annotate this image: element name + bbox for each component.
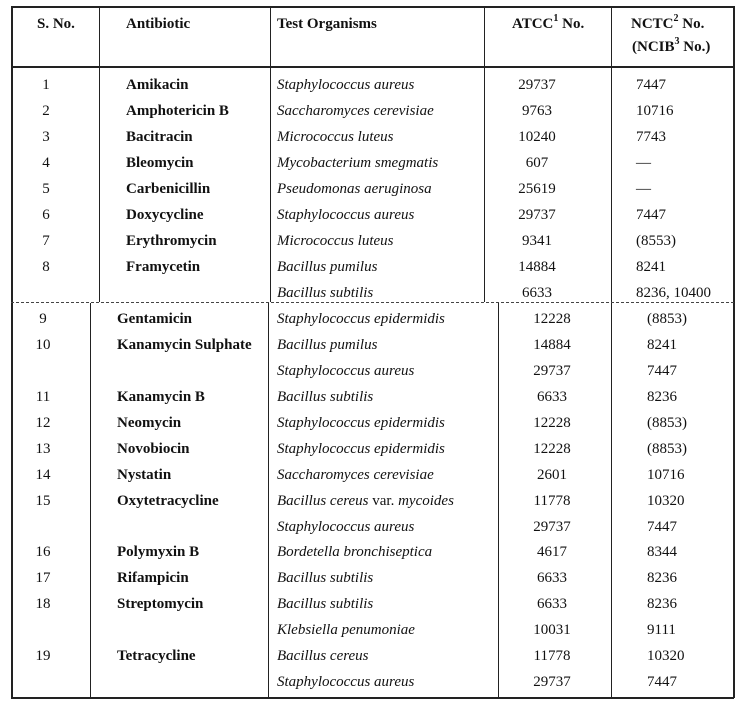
row-sno: 16 [35,544,51,560]
row-sno: 8 [42,259,50,275]
row-sno: 14 [35,467,51,483]
table-top-border [11,6,734,8]
header-ncib-footnote: 3 [674,36,680,47]
row-test-organism [277,595,373,613]
row-nctc-number: 8236, 10400 [636,285,711,301]
row-antibiotic: Nystatin [117,467,172,483]
col-divider-1-upper [99,6,100,302]
header-ncib-text: (NCIB [632,39,675,55]
row-atcc-number: 29737 [533,363,571,379]
col-divider-4-lower [611,303,612,698]
organism-name: Bacillus pumilus [277,259,378,275]
row-nctc-number: 7743 [636,129,666,145]
row-test-organism [277,569,373,587]
row-atcc-number: 11778 [533,648,571,664]
organism-name: Staphylococcus epidermidis [277,441,445,457]
organism-name: Bacillus pumilus [277,337,378,353]
organism-name: Bacillus subtilis [277,570,374,586]
row-nctc-number: 7447 [647,363,677,379]
row-nctc-number: 7447 [647,519,677,535]
row-atcc-number: 29737 [533,674,571,690]
row-test-organism [277,76,414,94]
page-break-separator [11,302,734,303]
row-antibiotic: Kanamycin Sulphate [117,337,252,353]
row-atcc-number: 2601 [537,467,567,483]
organism-name: Bacillus subtilis [277,596,374,612]
row-nctc-number: (8853) [647,441,687,457]
row-sno: 3 [42,129,50,145]
row-nctc-number: 10320 [647,648,685,664]
row-nctc-number: 7447 [636,77,666,93]
col-divider-1-lower [90,303,91,698]
row-antibiotic: Rifampicin [117,570,189,586]
organism-name: Bacillus subtilis [277,389,374,405]
header-nctc-text: NCTC [631,16,674,32]
row-atcc-number: 29737 [518,77,556,93]
row-antibiotic: Bleomycin [126,155,194,171]
row-nctc-number: 10716 [636,103,674,119]
organism-variety: mycoides [398,493,454,509]
organism-name: Staphylococcus aureus [277,207,415,223]
row-nctc-number: 8236 [647,596,677,612]
row-sno: 18 [35,596,51,612]
row-nctc-number: (8853) [647,311,687,327]
row-atcc-number: 10240 [518,129,556,145]
table-bottom-border [11,697,734,699]
header-bottom-border [11,66,734,68]
row-atcc-number: 12228 [533,415,571,431]
row-test-organism [277,388,373,406]
row-test-organism [277,647,369,665]
row-antibiotic: Amikacin [126,77,189,93]
row-antibiotic: Neomycin [117,415,182,431]
row-test-organism [277,310,445,328]
row-sno: 4 [42,155,50,171]
header-antibiotic: Antibiotic [126,16,191,32]
row-test-organism [277,466,434,484]
row-atcc-number: 10031 [533,622,571,638]
header-atcc-suffix: No. [558,16,585,32]
row-nctc-number: 9111 [647,622,676,638]
row-sno: 7 [42,233,50,249]
row-nctc-number: 10320 [647,493,685,509]
row-sno: 10 [35,337,51,353]
row-sno: 19 [35,648,51,664]
row-test-organism [277,621,415,639]
header-nctc [631,15,704,33]
col-divider-3-upper [484,6,485,302]
organism-name: Staphylococcus aureus [277,363,415,379]
row-atcc-number: 14884 [533,337,571,353]
row-nctc-number: 8241 [647,337,677,353]
organism-name: Staphylococcus aureus [277,77,415,93]
row-test-organism [277,102,434,120]
row-antibiotic: Framycetin [126,259,201,275]
header-nctc-footnote: 2 [673,13,679,24]
row-sno: 13 [35,441,51,457]
row-atcc-number: 607 [525,155,549,171]
row-test-organism [277,673,414,691]
organism-name: Staphylococcus epidermidis [277,415,445,431]
row-atcc-number: 14884 [518,259,556,275]
row-nctc-number: (8553) [636,233,676,249]
organism-name: Staphylococcus epidermidis [277,311,445,327]
row-antibiotic: Doxycycline [126,207,204,223]
header-atcc-text: ATCC [512,16,554,32]
row-nctc-number: 8344 [647,544,677,560]
row-sno: 11 [35,389,51,405]
row-antibiotic: Carbenicillin [126,181,211,197]
col-divider-3-lower [498,303,499,698]
row-atcc-number: 12228 [533,311,571,327]
organism-name: Saccharomyces cerevisiae [277,467,434,483]
row-sno: 6 [42,207,50,223]
row-test-organism [277,336,377,354]
header-atcc [512,15,584,33]
row-test-organism [277,414,445,432]
row-nctc-number: 8241 [636,259,666,275]
row-test-organism [277,492,454,510]
organism-name: Bacillus cereus [277,648,369,664]
row-atcc-number: 4617 [537,544,567,560]
row-antibiotic: Tetracycline [117,648,196,664]
col-divider-2-lower [268,303,269,698]
organism-name: Klebsiella penumoniae [277,622,415,638]
row-atcc-number: 29737 [533,519,571,535]
organism-name: Pseudomonas aeruginosa [277,181,432,197]
row-test-organism [277,258,377,276]
row-nctc-number: 7447 [636,207,666,223]
row-test-organism [277,180,432,198]
organism-name: Bacillus cereus [277,493,369,509]
row-antibiotic: Erythromycin [126,233,217,249]
organism-variety-marker: var. [368,493,399,509]
header-ncib [632,38,710,56]
row-sno: 1 [42,77,50,93]
row-atcc-number: 9341 [522,233,552,249]
row-nctc-number: 10716 [647,467,685,483]
organism-name: Mycobacterium smegmatis [277,155,439,171]
row-test-organism [277,206,414,224]
row-sno: 9 [39,311,47,327]
organism-name: Bordetella bronchiseptica [277,544,433,560]
row-atcc-number: 11778 [533,493,571,509]
row-nctc-number: 8236 [647,570,677,586]
row-test-organism [277,284,373,302]
organism-name: Micrococcus luteus [277,129,394,145]
row-atcc-number: 6633 [522,285,552,301]
header-ncib-suffix: No.) [679,39,711,55]
row-nctc-number: — [636,181,651,197]
table-right-border [733,6,735,698]
organism-name: Saccharomyces cerevisiae [277,103,434,119]
row-antibiotic: Amphotericin B [126,103,229,119]
row-sno: 5 [42,181,50,197]
row-antibiotic: Novobiocin [117,441,190,457]
row-atcc-number: 6633 [537,596,567,612]
row-sno: 12 [35,415,51,431]
row-antibiotic: Oxytetracycline [117,493,219,509]
row-nctc-number: — [636,155,651,171]
row-antibiotic: Polymyxin B [117,544,200,560]
row-test-organism [277,440,445,458]
row-atcc-number: 9763 [522,103,552,119]
row-antibiotic: Gentamicin [117,311,192,327]
row-antibiotic: Streptomycin [117,596,204,612]
row-atcc-number: 12228 [533,441,571,457]
row-nctc-number: (8853) [647,415,687,431]
row-atcc-number: 25619 [518,181,556,197]
row-sno: 17 [35,570,51,586]
row-sno: 2 [42,103,50,119]
organism-name: Staphylococcus aureus [277,519,415,535]
row-test-organism [277,232,394,250]
row-test-organism [277,543,432,561]
row-nctc-number: 7447 [647,674,677,690]
row-test-organism [277,128,394,146]
row-test-organism [277,518,414,536]
organism-name: Bacillus subtilis [277,285,374,301]
row-atcc-number: 6633 [537,570,567,586]
header-sno: S. No. [37,16,75,32]
row-atcc-number: 6633 [537,389,567,405]
header-test-organisms: Test Organisms [277,16,377,32]
col-divider-2-upper [270,6,271,302]
row-test-organism [277,362,414,380]
header-atcc-footnote: 1 [553,13,559,24]
row-antibiotic: Bacitracin [126,129,193,145]
organism-name: Staphylococcus aureus [277,674,415,690]
row-atcc-number: 29737 [518,207,556,223]
header-nctc-suffix: No. [678,16,705,32]
row-antibiotic: Kanamycin B [117,389,205,405]
col-divider-4-upper [611,6,612,302]
organism-name: Micrococcus luteus [277,233,394,249]
row-nctc-number: 8236 [647,389,677,405]
row-test-organism [277,154,438,172]
row-sno: 15 [35,493,51,509]
